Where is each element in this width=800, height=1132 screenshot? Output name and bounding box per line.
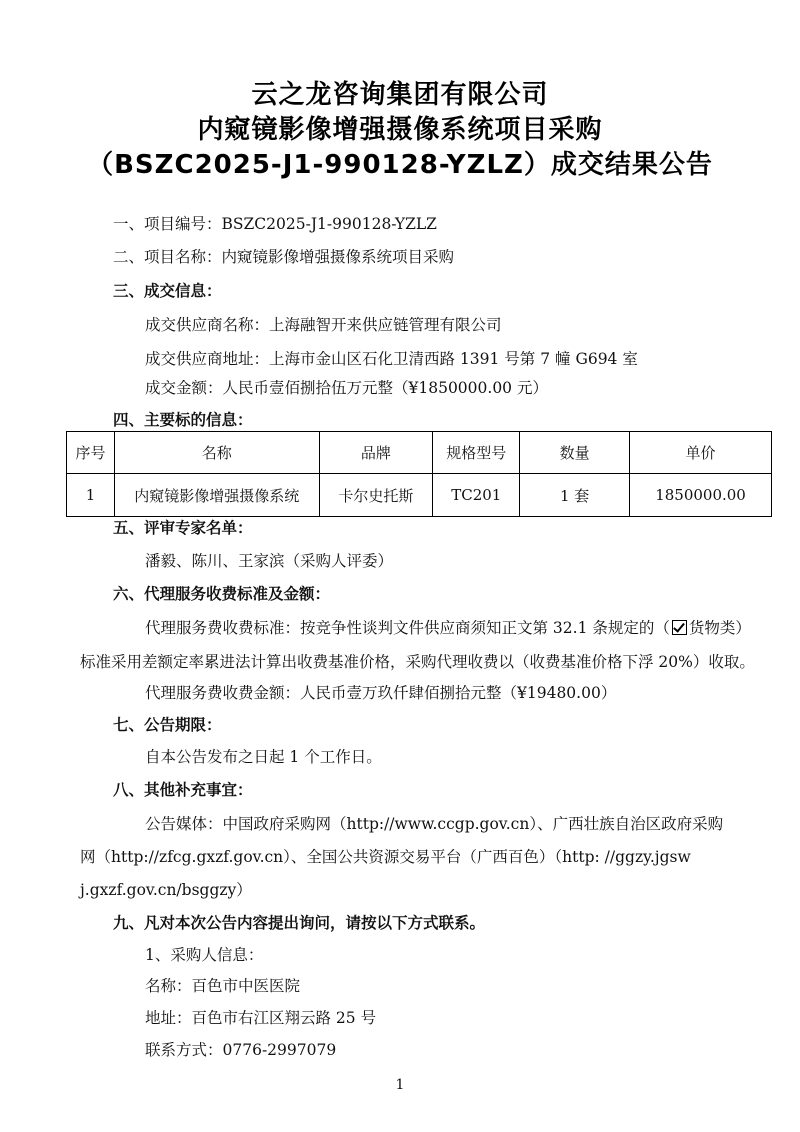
column-header-unit-price: 单价 xyxy=(630,432,772,474)
document-title-announcement: （BSZC2025-J1-990128-YZLZ）成交结果公告 xyxy=(87,150,713,180)
cell-brand: 卡尔史托斯 xyxy=(319,474,433,517)
document-title-project: 内窥镜影像增强摄像系统项目采购 xyxy=(197,115,603,145)
deal-amount: 成交金额：人民币壹佰捌拾伍万元整（¥1850000.00 元） xyxy=(145,379,548,397)
document-title-company: 云之龙咨询集团有限公司 xyxy=(251,80,549,110)
column-header-index: 序号 xyxy=(67,432,115,474)
supplier-address: 成交供应商地址：上海市金山区石化卫清西路 1391 号第 7 幢 G694 室 xyxy=(145,350,638,368)
project-number: 一、项目编号：BSZC2025-J1-990128-YZLZ xyxy=(113,215,437,233)
table-header-row xyxy=(67,432,772,474)
cell-index: 1 xyxy=(67,474,115,517)
supplier-name: 成交供应商名称：上海融智开来供应链管理有限公司 xyxy=(145,316,502,334)
project-name: 二、项目名称：内窥镜影像增强摄像系统项目采购 xyxy=(113,248,455,266)
column-header-name: 名称 xyxy=(114,432,319,474)
buyer-address: 地址：百色市右江区翔云路 25 号 xyxy=(145,1009,377,1027)
cell-name: 内窥镜影像增强摄像系统 xyxy=(114,474,319,517)
deal-info-heading: 三、成交信息： xyxy=(113,281,222,300)
publication-media-line3: j.gxzf.gov.cn/bsggzy） xyxy=(80,881,252,899)
experts-heading: 五、评审专家名单： xyxy=(113,518,253,537)
publication-media-line2: 网（http://zfcg.gxzf.gov.cn）、全国公共资源交易平台（广西百色）（http: //ggzy.jgsw xyxy=(80,848,691,866)
agency-fee-standard-text: 代理服务费收费标准：按竞争性谈判文件供应商须知正文第 32.1 条规定的（ xyxy=(145,619,670,637)
buyer-name: 名称：百色市中医医院 xyxy=(145,977,301,995)
notice-period-heading: 七、公告期限： xyxy=(113,715,222,734)
publication-media-line1: 公告媒体：中国政府采购网（http://www.ccgp.gov.cn）、广西壮族自治区政府采购 xyxy=(145,815,724,833)
table-row xyxy=(67,474,772,517)
cell-quantity: 1 套 xyxy=(520,474,630,517)
cell-unit-price: 1850000.00 xyxy=(630,474,772,517)
agency-fee-standard xyxy=(145,616,751,638)
column-header-quantity: 数量 xyxy=(520,432,630,474)
agency-fee-heading: 六、代理服务收费标准及金额： xyxy=(113,584,331,603)
column-header-brand: 品牌 xyxy=(319,432,433,474)
notice-period-text: 自本公告发布之日起 1 个工作日。 xyxy=(145,748,382,766)
agency-fee-standard-continued: 标准采用差额定率累进法计算出收费基准价格，采购代理收费以（收费基准价格下浮 20%）收取。 xyxy=(80,653,755,671)
agency-fee-amount: 代理服务费收费金额：人民币壹万玖仟肆佰捌拾元整（¥19480.00） xyxy=(145,684,617,702)
main-items-table xyxy=(66,431,772,517)
page-number: 1 xyxy=(395,1077,405,1093)
checked-box-icon xyxy=(672,620,687,635)
cell-model: TC201 xyxy=(433,474,520,517)
column-header-model: 规格型号 xyxy=(433,432,520,474)
main-items-heading: 四、主要标的信息： xyxy=(113,410,253,429)
agency-fee-standard-category: 货物类） xyxy=(688,619,751,637)
buyer-info-heading: 1、采购人信息： xyxy=(145,946,264,964)
experts-list: 潘毅、陈川、王家滨（采购人评委） xyxy=(145,552,394,570)
contact-heading: 九、凡对本次公告内容提出询问，请按以下方式联系。 xyxy=(113,913,486,932)
supplementary-heading: 八、其他补充事宜： xyxy=(113,780,253,799)
buyer-contact: 联系方式：0776-2997079 xyxy=(145,1041,337,1059)
